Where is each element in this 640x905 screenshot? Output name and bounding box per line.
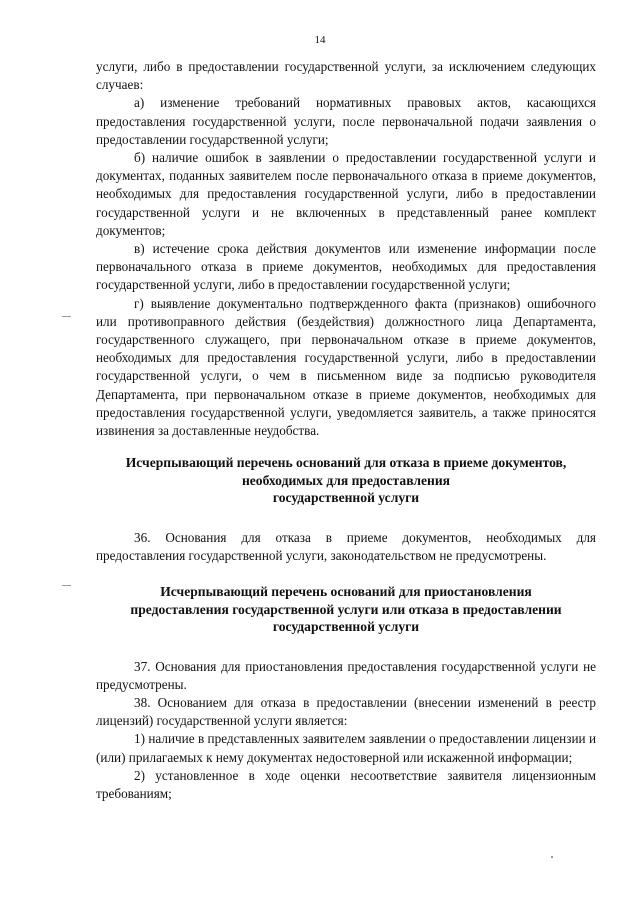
section-heading-refusal-documents bbox=[96, 454, 596, 507]
list-item-1: 1) наличие в представленных заявителем заявлении о предоставлении лицензии и (или) прилагаемых к нему документах недостоверной или искаженной информации; bbox=[96, 731, 596, 765]
list-item-v: в) истечение срока действия документов или изменение информации после первоначального отказа в приеме документов, необходимых для предоставления государственной услуги, либо в предоставлении государственной услуги; bbox=[96, 241, 596, 293]
section-heading-suspension-refusal bbox=[96, 583, 596, 636]
paragraph-continuation: услуги, либо в предоставлении государственной услуги, за исключением следующих случаев: bbox=[96, 59, 596, 93]
heading-line: необходимых для предоставления bbox=[241, 472, 451, 488]
paragraph-37: 37. Основания для приостановления предоставления государственной услуги не предусмотрены. bbox=[96, 658, 596, 692]
margin-mark bbox=[62, 585, 71, 586]
heading-line: Исчерпывающий перечень оснований для отказа в приеме документов, bbox=[125, 455, 567, 471]
document-body bbox=[96, 58, 596, 803]
list-item-g: г) выявление документально подтвержденного факта (признаков) ошибочного или противоправного действия (бездействия) должностного лица Департамента, государственного служащего, при первоначальном отказе в приеме документов, необходимых для предоставления государственной услуги, либо в предоставлении государственной услуги, о чем в письменном виде за подписью руководителя Департамента, при первоначальном отказе в приеме документов, необходимых для предоставления государственной услуги, уведомляется заявитель, а также приносятся извинения за доставленные неудобства. bbox=[96, 295, 596, 439]
list-item-b: б) наличие ошибок в заявлении о предоставлении государственной услуги и документах, поданных заявителем после первоначального отказа в приеме документов, необходимых для предоставления государственной услуги, либо в предоставлении государственной услуги и не включенных в представленный ранее комплект документов; bbox=[96, 150, 596, 238]
scan-dot bbox=[551, 856, 553, 858]
paragraph-38: 38. Основанием для отказа в предоставлении (внесении изменений в реестр лицензий) государственной услуги является: bbox=[96, 695, 596, 729]
paragraph-36: 36. Основания для отказа в приеме документов, необходимых для предоставления государственной услуги, законодательством не предусмотрены. bbox=[96, 529, 596, 563]
heading-line: предоставления государственной услуги или отказа в предоставлении bbox=[130, 601, 562, 617]
page-number: 14 bbox=[314, 34, 326, 46]
heading-line: государственной услуги bbox=[272, 619, 420, 635]
list-item-2: 2) установленное в ходе оценки несоответствие заявителя лицензионным требованиям; bbox=[96, 767, 596, 802]
margin-mark bbox=[62, 316, 71, 317]
heading-line: государственной услуги bbox=[272, 490, 420, 506]
heading-line: Исчерпывающий перечень оснований для приостановления bbox=[160, 584, 532, 600]
list-item-a: а) изменение требований нормативных правовых актов, касающихся предоставления государственной услуги, после первоначальной подачи заявления о предоставлении государственной услуги; bbox=[96, 95, 596, 147]
